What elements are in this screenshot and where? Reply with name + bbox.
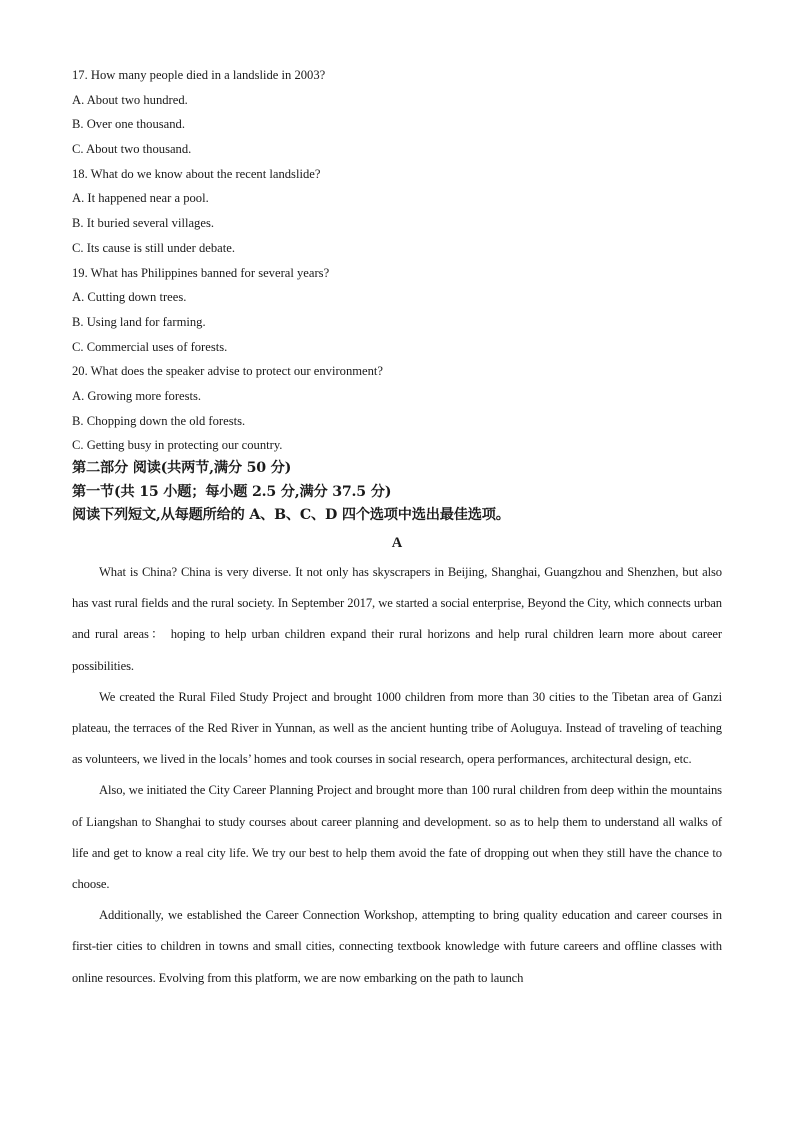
question-18-option-b: B. It buried several villages. xyxy=(72,216,214,231)
question-19-option-c: C. Commercial uses of forests. xyxy=(72,339,228,354)
question-17-option-c: C. About two thousand. xyxy=(72,142,192,157)
question-18-option-c: C. Its cause is still under debate. xyxy=(72,240,235,255)
section-instruction: 阅读下列短文,从每题所给的 A、B、C、D 四个选项中选出最佳选项。 xyxy=(72,507,510,523)
question-18-option-a: A. It happened near a pool. xyxy=(72,191,209,206)
question-20-option-a: A. Growing more forests. xyxy=(72,388,202,403)
passage-body xyxy=(72,557,722,994)
reading-section-header xyxy=(72,457,732,528)
question-19-option-a: A. Cutting down trees. xyxy=(72,290,187,305)
question-19-option-b: B. Using land for farming. xyxy=(72,314,206,329)
passage-paragraph: We created the Rural Filed Study Project and brought 1000 children from more than 30 cities to the Tibetan area of Ganzi plateau, the terraces of the Red River in Yunnan, as well as the ancient hunting tribe of Aoluguya. Instead of traveling of teaching as volunteers, we lived in the locals’ homes and took courses in social research, opera performances, architectural design, etc. xyxy=(72,689,722,767)
question-20-option-b: B. Chopping down the old forests. xyxy=(72,413,246,428)
question-20: 20. What does the speaker advise to protect our environment? xyxy=(72,364,384,379)
passage-label: A xyxy=(391,535,403,551)
passage-paragraph: Additionally, we established the Career Connection Workshop, attempting to bring quality education and career courses in first-tier cities to children in towns and small cities, connecting textbook knowledge with future careers and offline classes with online resources. Evolving from this platform, we are now embarking on the path to launch xyxy=(72,908,722,985)
question-20-option-c: C. Getting busy in protecting our country. xyxy=(72,438,283,453)
passage-paragraph: Also, we initiated the City Career Planning Project and brought more than 100 rural children from deep within the mountains of Liangshan to Shanghai to study courses about career planning and development. so as to help them to understand all walks of life and get to know a real city life. We try our best to help them avoid the fate of dropping out when they still have the chance to choose. xyxy=(72,783,722,892)
question-17-option-b: B. Over one thousand. xyxy=(72,117,185,132)
question-17-option-a: A. About two hundred. xyxy=(72,92,188,107)
listening-questions xyxy=(72,63,732,458)
question-17: 17. How many people died in a landslide in 2003? xyxy=(72,68,326,82)
question-19: 19. What has Philippines banned for several years? xyxy=(72,265,330,280)
passage-paragraph: What is China? China is very diverse. It not only has skyscrapers in Beijing, Shanghai, Guangzhou and Shenzhen, but also has vast rural fields and the rural society. In September 2017, we started a social enterprise, Beyond the City, which connects urban and rural areas： hoping to help urban children expand their rural horizons and help rural children learn more about career possibilities. xyxy=(72,565,722,673)
subsection-title: 第一节(共 15 小题；每小题 2.5 分,满分 37.5 分) xyxy=(72,483,392,500)
part-title: 第二部分 阅读(共两节,满分 50 分) xyxy=(72,460,292,476)
question-18: 18. What do we know about the recent landslide? xyxy=(72,166,321,181)
